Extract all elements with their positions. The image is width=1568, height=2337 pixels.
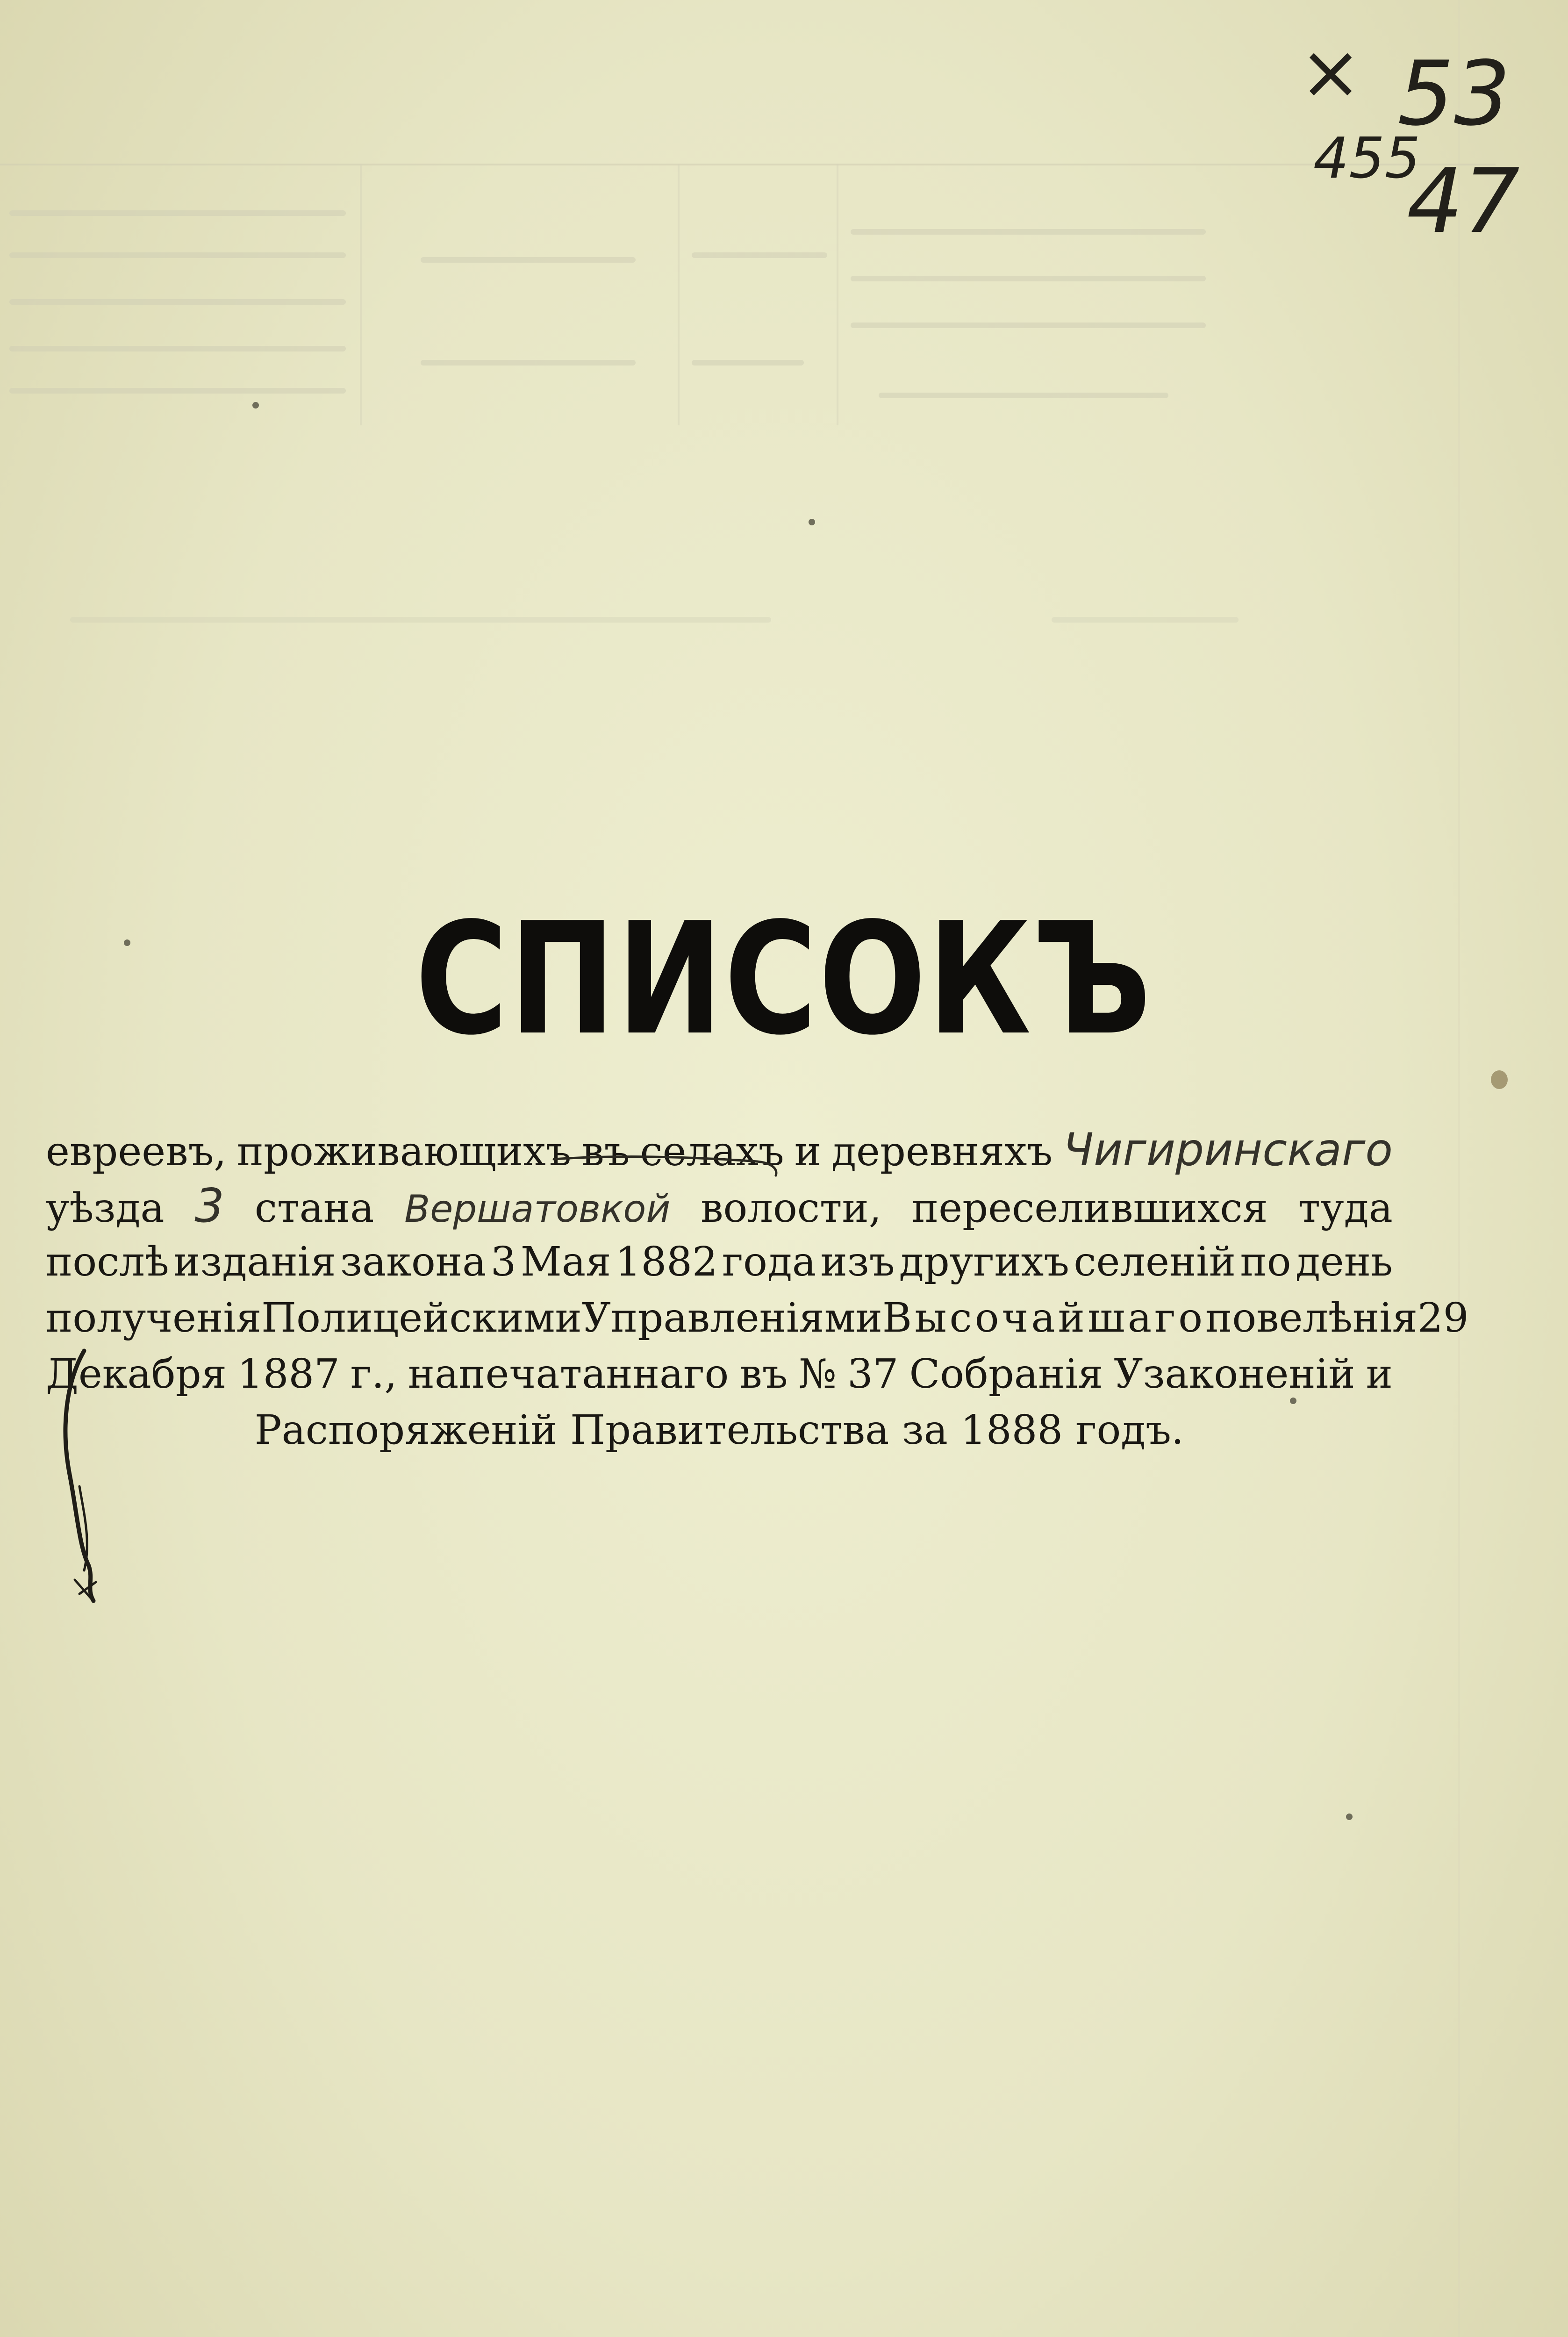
word: послѣ: [46, 1239, 169, 1285]
word: Собранія: [909, 1351, 1103, 1398]
word: №: [798, 1351, 837, 1398]
word: Распоряженій Правительства за 1888 годъ.: [254, 1407, 1184, 1454]
word: 37: [847, 1351, 899, 1398]
word: селеній: [1074, 1239, 1236, 1285]
word: 1887: [237, 1351, 340, 1398]
word: 1882: [615, 1239, 718, 1285]
handwritten-bracket-mark: [51, 1346, 107, 1608]
archive-mark-x: ×: [1299, 28, 1362, 115]
word: г.,: [350, 1351, 397, 1398]
word: Мая: [520, 1239, 611, 1285]
body-line-2: [46, 1176, 1393, 1236]
body-line-6: [46, 1400, 1393, 1461]
word: другихъ: [899, 1239, 1069, 1285]
body-line-3: [46, 1232, 1393, 1292]
word: переселившихся: [911, 1185, 1268, 1232]
word: повелѣнія: [1205, 1295, 1418, 1341]
word: Управленіями: [581, 1295, 882, 1341]
word: Полицейскими: [261, 1295, 582, 1341]
word: туда: [1298, 1185, 1393, 1232]
word: Узаконеній: [1114, 1351, 1355, 1398]
page-title: СПИСОКЪ: [415, 889, 1153, 1069]
speck: [809, 519, 815, 525]
word: 29: [1418, 1295, 1469, 1341]
word: деревняхъ: [831, 1128, 1053, 1175]
word: въ: [739, 1351, 788, 1398]
word: полученія: [46, 1295, 262, 1341]
handwritten-stan-number: 3: [194, 1178, 225, 1233]
word: и: [794, 1128, 822, 1175]
word: проживающихъ: [236, 1128, 572, 1175]
word: 3: [490, 1239, 516, 1285]
handwritten-uezd-name: Чигиринскаго: [1063, 1124, 1393, 1176]
word: волости,: [701, 1185, 882, 1232]
word: изданія: [173, 1239, 336, 1285]
speck: [252, 402, 259, 409]
word: изъ: [820, 1239, 895, 1285]
word: закона: [340, 1239, 487, 1285]
word: уѣзда: [46, 1185, 165, 1232]
archive-number-53: 53: [1397, 42, 1511, 145]
word: года: [722, 1239, 816, 1285]
archive-number-455: 455: [1313, 126, 1421, 191]
body-line-4: [46, 1288, 1469, 1348]
word: Декабря: [46, 1351, 227, 1398]
word: стана: [254, 1185, 374, 1232]
word: селахъ: [640, 1128, 784, 1175]
archive-number-47: 47: [1407, 150, 1520, 253]
word: евреевъ,: [46, 1128, 227, 1175]
body-line-5: [46, 1344, 1393, 1405]
word: въ: [581, 1128, 630, 1175]
speck: [1491, 1070, 1508, 1089]
word: по: [1240, 1239, 1291, 1285]
word: и: [1366, 1351, 1393, 1398]
speck: [1346, 1814, 1353, 1820]
word: Высочайшаго: [882, 1295, 1206, 1341]
handwritten-underline: [551, 1150, 813, 1178]
speck: [124, 939, 130, 946]
handwritten-volost-name: Вершатовкой: [404, 1187, 671, 1231]
word: напечатаннаго: [408, 1351, 729, 1398]
word: день: [1295, 1239, 1393, 1285]
